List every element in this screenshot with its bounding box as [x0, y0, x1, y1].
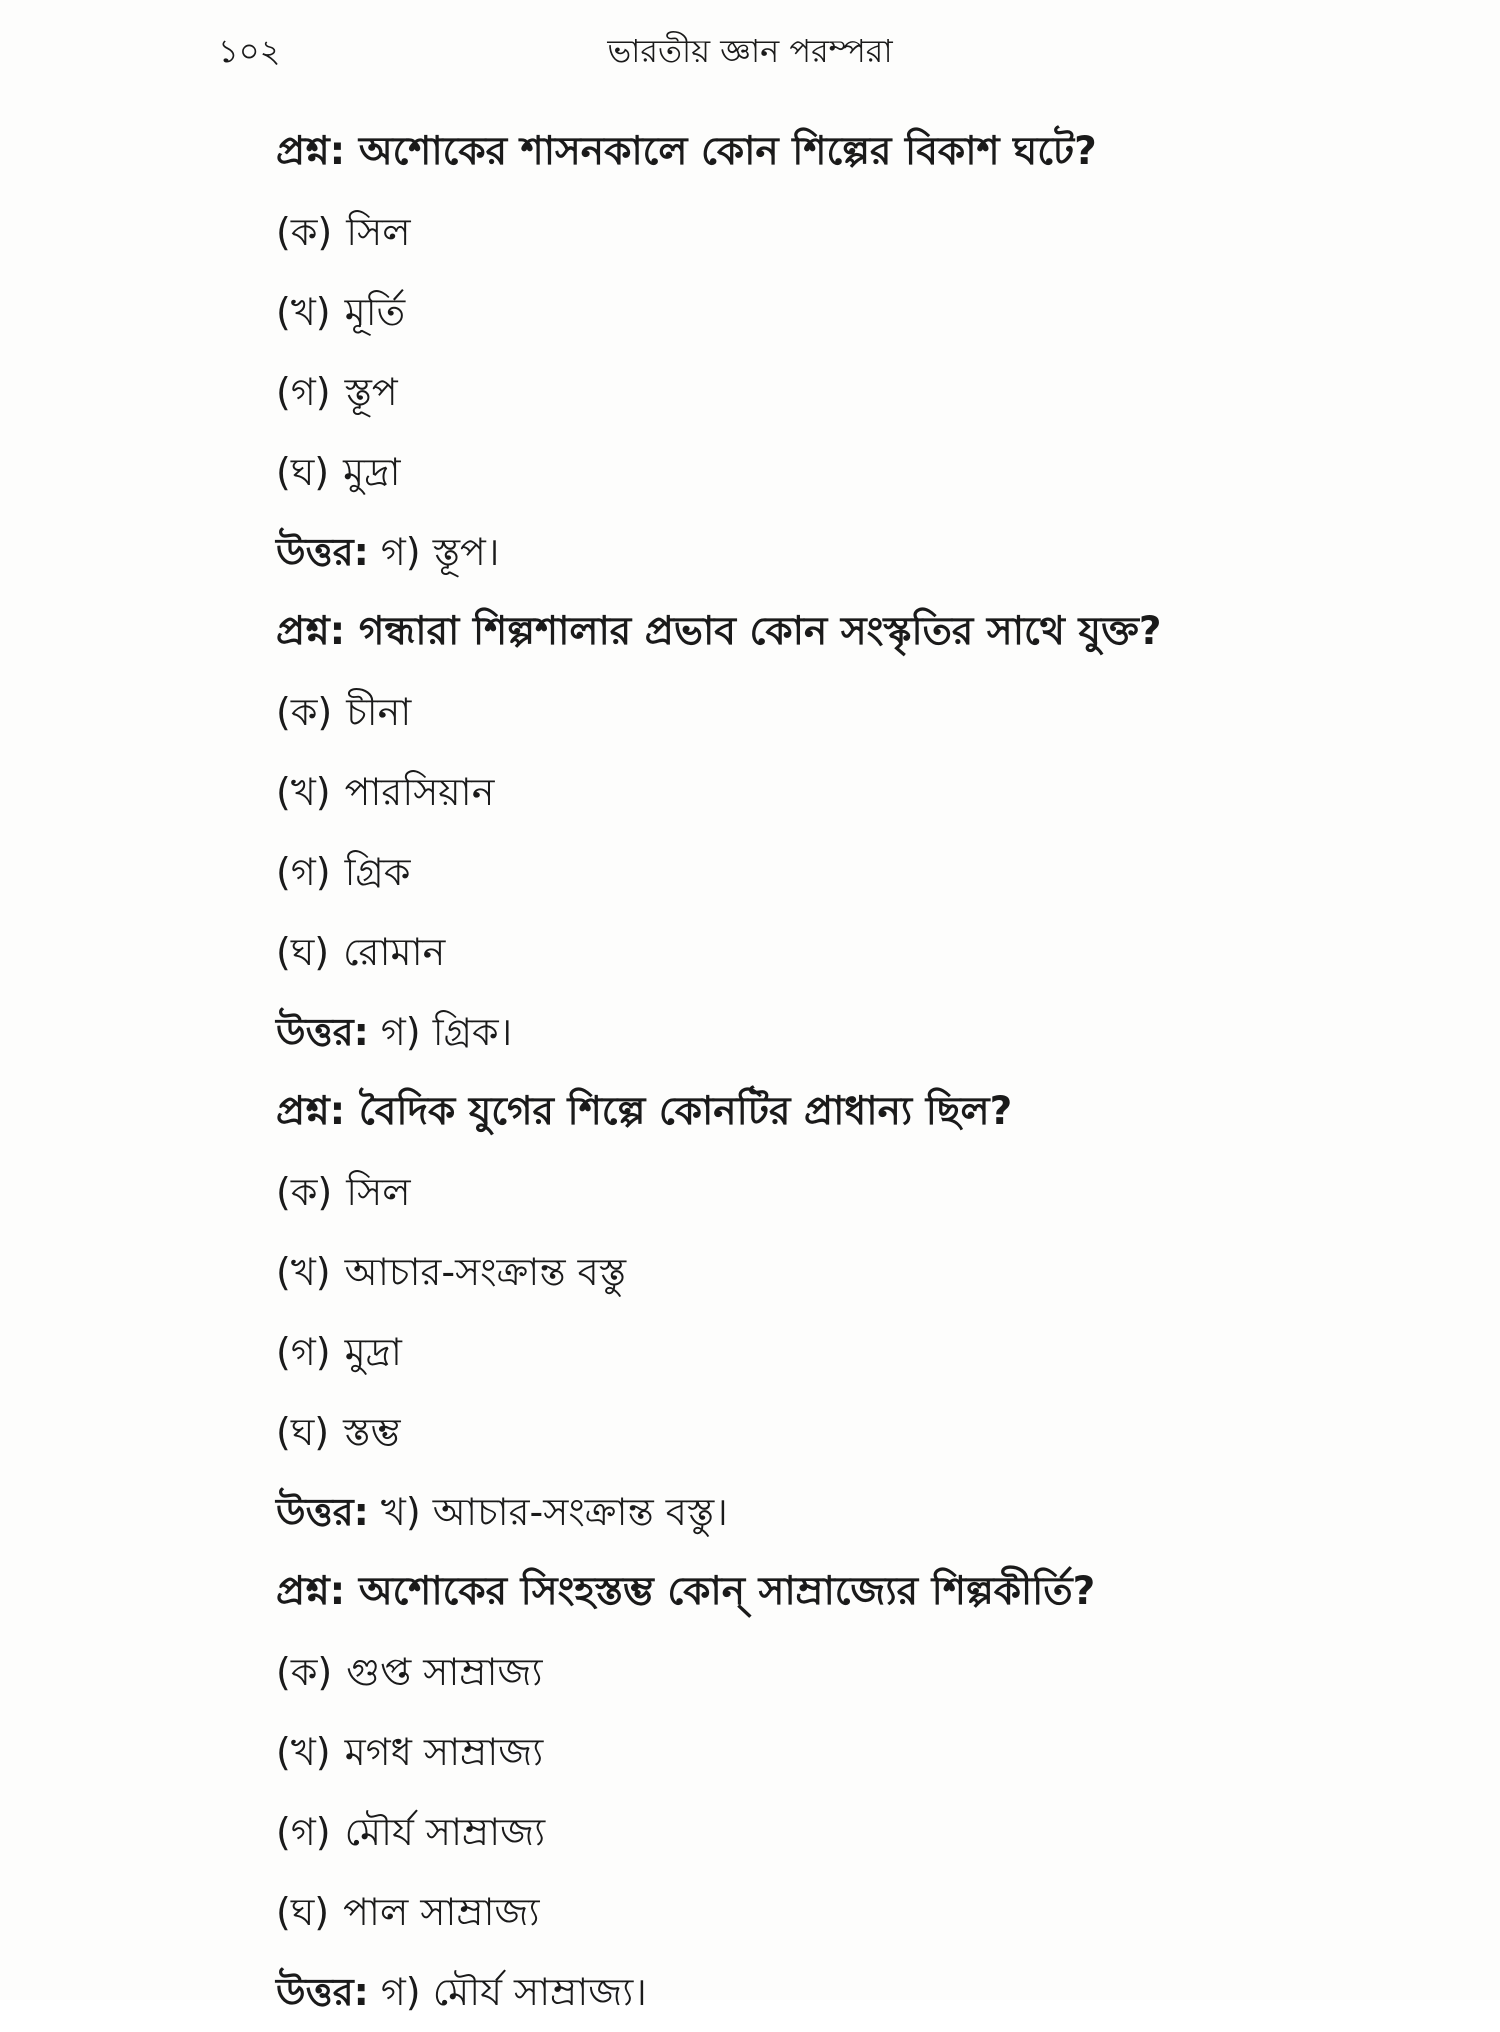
- answer-text: খ) আচার-সংক্রান্ত বস্তু।: [380, 1490, 728, 1534]
- option-label: (গ): [276, 1330, 331, 1374]
- question-2: [276, 592, 1456, 672]
- option-label: (খ): [276, 1730, 331, 1774]
- answer-label: উত্তর:: [276, 530, 369, 574]
- page-header: [0, 22, 1500, 72]
- question-label: প্রশ্ন:: [276, 1089, 346, 1134]
- answer-label: উত্তর:: [276, 1010, 369, 1054]
- answer-text: গ) মৌর্য সাম্রাজ্য।: [380, 1970, 647, 2014]
- option-label: (ঘ): [276, 930, 330, 974]
- option-label: (ক): [276, 210, 333, 254]
- option-text: মৌর্য সাম্রাজ্য: [344, 1810, 546, 1854]
- option-text: মগধ সাম্রাজ্য: [344, 1730, 544, 1774]
- option-text: গুপ্ত সাম্রাজ্য: [346, 1650, 543, 1694]
- option-gha: [276, 432, 1456, 512]
- option-ga: [276, 352, 1456, 432]
- question-text: অশোকের সিংহস্তম্ভ কোন্ সাম্রাজ্যের শিল্পকীর্তি?: [358, 1569, 1096, 1614]
- answer-4: [276, 1952, 1456, 2032]
- option-label: (ক): [276, 690, 333, 734]
- option-kha: [276, 272, 1456, 352]
- answer-text: গ) স্তূপ।: [380, 530, 500, 574]
- option-gha: [276, 1392, 1456, 1472]
- question-label: প্রশ্ন:: [276, 1569, 346, 1614]
- option-label: (ক): [276, 1650, 333, 1694]
- answer-label: উত্তর:: [276, 1970, 369, 2014]
- option-text: মূর্তি: [344, 290, 406, 334]
- option-text: পাল সাম্রাজ্য: [343, 1890, 540, 1934]
- option-ka: [276, 192, 1456, 272]
- option-kha: [276, 1232, 1456, 1312]
- running-title: ভারতীয় জ্ঞান পরম্পরা: [607, 32, 893, 70]
- option-label: (খ): [276, 290, 331, 334]
- question-4: [276, 1552, 1456, 1632]
- question-label: প্রশ্ন:: [276, 129, 346, 174]
- option-text: সিল: [346, 1170, 411, 1214]
- option-gha: [276, 1872, 1456, 1952]
- option-ga: [276, 832, 1456, 912]
- question-text: গন্ধারা শিল্পশালার প্রভাব কোন সংস্কৃতির সাথে যুক্ত?: [358, 609, 1162, 654]
- option-text: চীনা: [346, 690, 412, 734]
- option-gha: [276, 912, 1456, 992]
- option-ka: [276, 672, 1456, 752]
- question-list: [276, 112, 1456, 2032]
- option-text: রোমান: [343, 930, 446, 974]
- question-3: [276, 1072, 1456, 1152]
- option-text: সিল: [346, 210, 411, 254]
- question-text: বৈদিক যুগের শিল্পে কোনটির প্রাধান্য ছিল?: [358, 1089, 1013, 1134]
- option-kha: [276, 752, 1456, 832]
- option-label: (খ): [276, 770, 331, 814]
- option-text: পারসিয়ান: [344, 770, 495, 814]
- option-label: (গ): [276, 1810, 331, 1854]
- option-label: (ক): [276, 1170, 333, 1214]
- option-kha: [276, 1712, 1456, 1792]
- option-text: মুদ্রা: [344, 1330, 402, 1374]
- option-label: (গ): [276, 370, 331, 414]
- option-text: স্তম্ভ: [343, 1410, 401, 1454]
- option-ga: [276, 1792, 1456, 1872]
- answer-text: গ) গ্রিক।: [380, 1010, 513, 1054]
- question-label: প্রশ্ন:: [276, 609, 346, 654]
- page-number: ১০২: [218, 32, 281, 70]
- option-text: আচার-সংক্রান্ত বস্তু: [344, 1250, 627, 1294]
- answer-label: উত্তর:: [276, 1490, 369, 1534]
- option-ga: [276, 1312, 1456, 1392]
- option-label: (ঘ): [276, 1890, 330, 1934]
- option-text: মুদ্রা: [343, 450, 401, 494]
- answer-2: [276, 992, 1456, 1072]
- option-label: (খ): [276, 1250, 331, 1294]
- option-label: (ঘ): [276, 1410, 330, 1454]
- option-ka: [276, 1152, 1456, 1232]
- option-ka: [276, 1632, 1456, 1712]
- question-1: [276, 112, 1456, 192]
- option-label: (ঘ): [276, 450, 330, 494]
- option-text: স্তূপ: [344, 370, 398, 414]
- question-text: অশোকের শাসনকালে কোন শিল্পের বিকাশ ঘটে?: [358, 129, 1097, 174]
- answer-3: [276, 1472, 1456, 1552]
- option-text: গ্রিক: [344, 850, 411, 894]
- option-label: (গ): [276, 850, 331, 894]
- answer-1: [276, 512, 1456, 592]
